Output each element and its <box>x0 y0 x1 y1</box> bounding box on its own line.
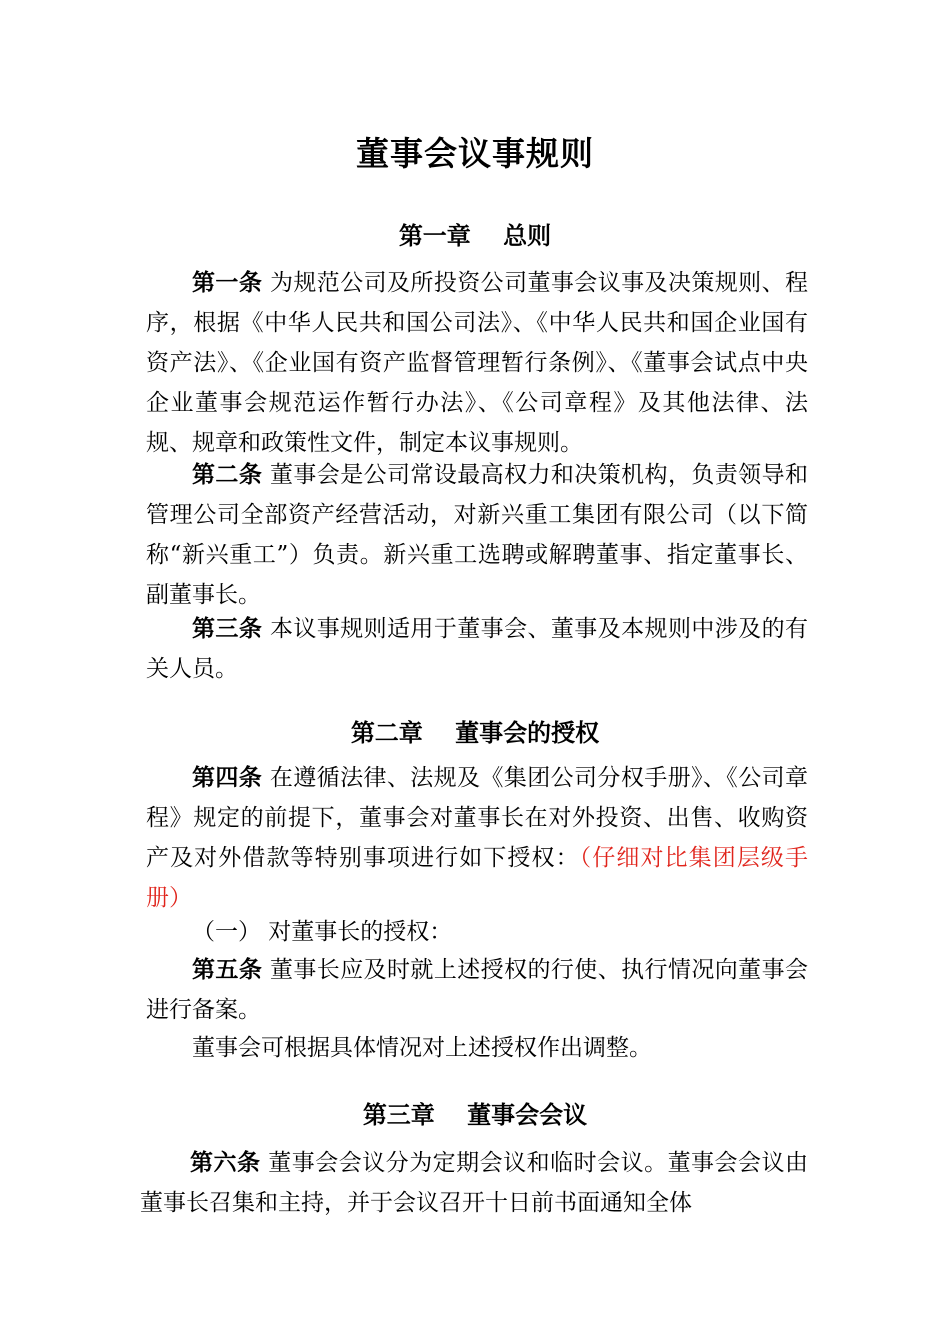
chapter-heading: 第一章 总则 <box>398 222 552 250</box>
article-text: 董事会会议分为定期会议和临时会议。董事会会议由董事长召集和主持，并于会议召开十日前书面通知全体 <box>140 1150 809 1216</box>
article-label: 第四条 <box>192 765 263 791</box>
chapter-heading: 第二章 董事会的授权 <box>350 719 600 747</box>
article-paragraph <box>146 758 808 918</box>
article-label: 第二条 <box>192 462 263 488</box>
article-label: 第三条 <box>192 616 263 642</box>
article-paragraph: 董事会可根据具体情况对上述授权作出调整。 <box>192 1035 652 1061</box>
article-paragraph <box>146 950 808 1030</box>
article-paragraph <box>140 1143 808 1223</box>
red-annotation-note: （仔细对比集团层级手册） <box>146 845 809 911</box>
article-paragraph <box>146 609 808 689</box>
article-text: 为规范公司及所投资公司董事会议事及决策规则、程序，根据《中华人民共和国公司法》、《中华人民共和国企业国有资产法》、《企业国有资产监督管理暂行条例》、《董事会试点中央企业董事会规范运作暂行办法》、《公司章程》及其他法律、法规、规章和政策性文件，制定本议事规则。 <box>146 270 808 456</box>
article-label: 第六条 <box>190 1150 261 1176</box>
article-paragraph <box>146 263 808 463</box>
article-label: 第一条 <box>192 270 263 296</box>
article-text: 本议事规则适用于董事会、董事及本规则中涉及的有关人员。 <box>146 616 808 682</box>
article-text: 董事会是公司常设最高权力和决策机构，负责领导和管理公司全部资产经营活动，对新兴重工集团有限公司（以下简称“新兴重工”）负责。新兴重工选聘或解聘董事、指定董事长、副董事长。 <box>146 462 808 608</box>
article-label: 第五条 <box>192 957 263 983</box>
article-text: 在遵循法律、法规及《集团公司分权手册》、《公司章程》规定的前提下，董事会对董事长在对外投资、出售、收购资产及对外借款等特别事项进行如下授权： <box>146 765 808 871</box>
document-title: 董事会议事规则 <box>356 134 594 173</box>
article-paragraph <box>146 455 808 615</box>
article-text: 董事长应及时就上述授权的行使、执行情况向董事会进行备案。 <box>146 957 808 1023</box>
chapter-heading: 第三章 董事会会议 <box>362 1101 588 1129</box>
list-item: （一） 对董事长的授权： <box>192 919 453 945</box>
